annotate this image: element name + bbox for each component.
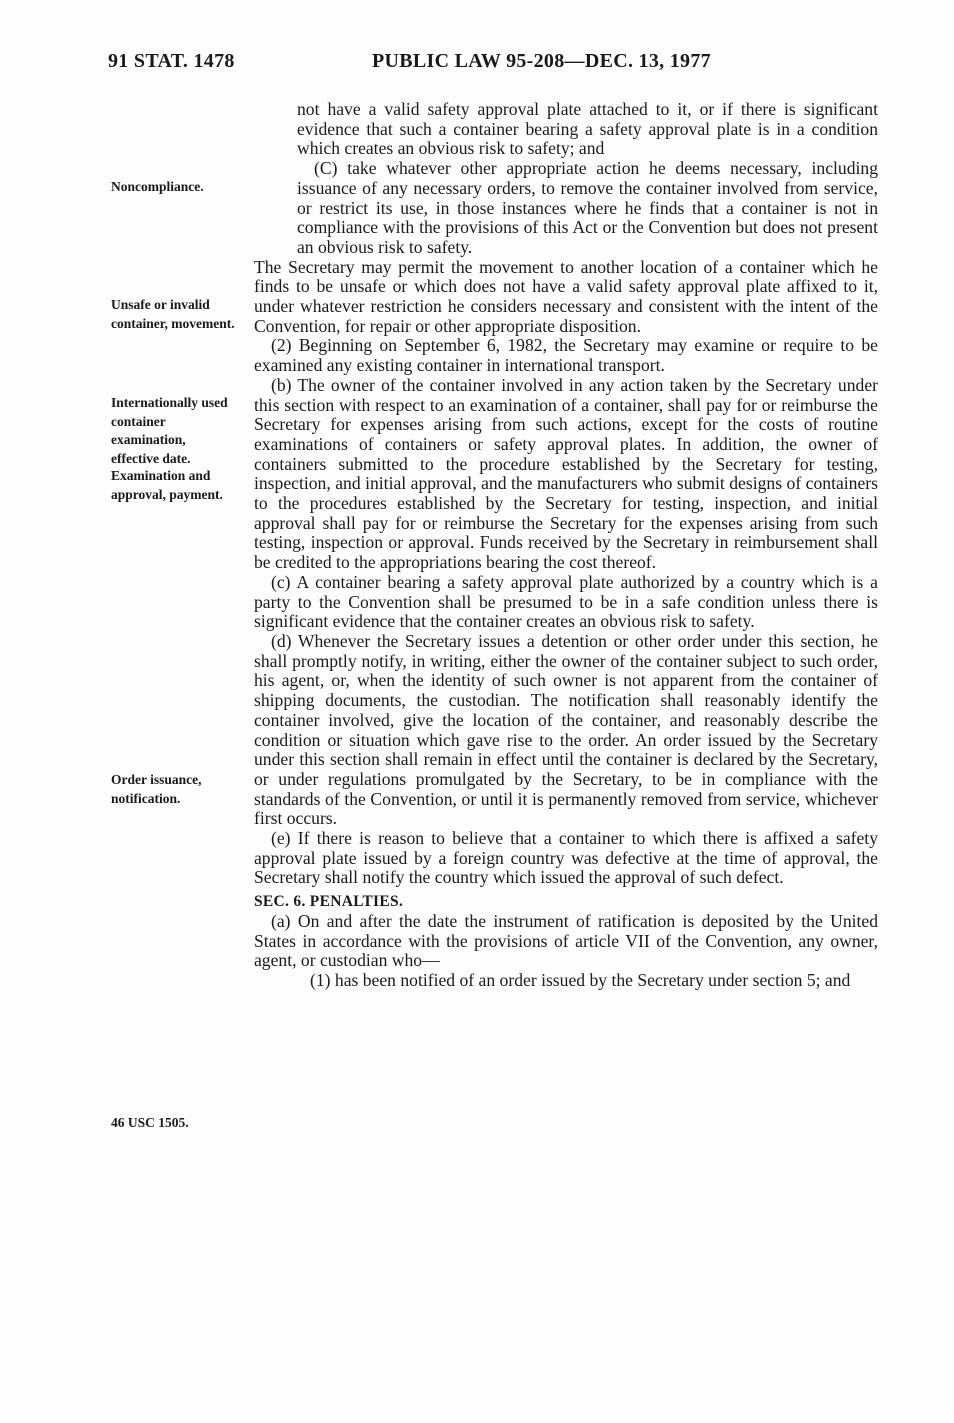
page-header [0,50,954,80]
paragraph-d: (d) Whenever the Secretary issues a detention or other order under this section, he shall promptly notify, in writing, either the owner of the container subject to such order, his agent, or, when the identity of such owner is not apparent from the container of shipping documents, the custodian. The notification shall reasonably identify the container involved, give the location of the container, and reasonably describe the condition or situation which gave rise to the order. An order issued by the Secretary under this section shall remain in effect until the container is declared by the Secretary, or under regulations promulgated by the Secretary, to be in compliance with the standards of the Convention, or until it is permanently removed from service, whichever first occurs. [254,630,878,829]
margin-note-noncompliance: Noncompliance. [111,179,204,194]
paragraph-2: (2) Beginning on September 6, 1982, the Secretary may examine or require to be examined any existing container in international transport. [254,335,878,376]
margin-note-unsafe-container: Unsafe or invalid container, movement. [111,297,235,331]
margin-note-usc-citation: 46 USC 1505. [111,1115,189,1130]
section-6-heading: SEC. 6. PENALTIES. [254,893,404,911]
body-text [254,100,878,991]
paragraph-continuation: not have a valid safety approval plate attached to it, or if there is significant evidence that such a container bearing a safety approval plate is in a condition which creates an obvious risk to safety; and [297,99,878,159]
paragraph-b: (b) The owner of the container involved in any action taken by the Secretary under this section with respect to an examination of a container, shall pay for or reimburse the Secretary for expenses arising from such actions, except for the costs of routine examinations of containers or safety approval plates. In addition, the owner of containers submitted to the procedure established by the Secretary for testing, inspection, and initial approval, and the manufacturers who submit designs of containers to the procedures established by the Secretary for testing, inspection, and initial approval shall pay for or reimburse the Secretary for the expenses arising from such testing, inspection or approval. Funds received by the Secretary in reimbursement shall be credited to the appropriations bearing the cost thereof. [254,374,878,573]
paragraph-1: (1) has been notified of an order issued by the Secretary under section 5; and [310,969,851,990]
statute-page-number: 91 STAT. 1478 [108,50,235,72]
margin-note-examination-payment: Examination and approval, payment. [111,468,223,502]
paragraph-a: (a) On and after the date the instrument of ratification is deposited by the United States in accordance with the provisions of article VII of the Convention, any owner, agent, or custodian who— [254,910,878,971]
paragraph-e: (e) If there is reason to believe that a container to which there is affixed a safety approval plate issued by a foreign country was defective at the time of approval, the Secretary shall notify the country which issued the approval of such defect. [254,828,878,888]
paragraph-c: (c) A container bearing a safety approval plate authorized by a country which is a party to the Convention shall be presumed to be in a safe condition unless there is significant evidence that the container creates an obvious risk to safety. [254,571,878,632]
margin-note-order-issuance: Order issuance, notification. [111,772,202,806]
paragraph-secretary-movement: The Secretary may permit the movement to another location of a container which he finds to be unsafe or which does not have a valid safety approval plate affixed to it, under whatever restriction he considers necessary and consistent with the intent of the Convention, for repair or other appropriate disposition. [254,256,878,336]
public-law-title: PUBLIC LAW 95-208—DEC. 13, 1977 [372,50,711,72]
paragraph-C: (C) take whatever other appropriate action he deems necessary, including issuance of any necessary orders, to remove the container involved from service, or restrict its use, in those instances where he finds that a container is not in compliance with the provisions of this Act or the Convention but does not present an obvious risk to safety. [297,158,878,257]
margin-note-international-examination: Internationally used container examination, effective date. [111,395,228,466]
